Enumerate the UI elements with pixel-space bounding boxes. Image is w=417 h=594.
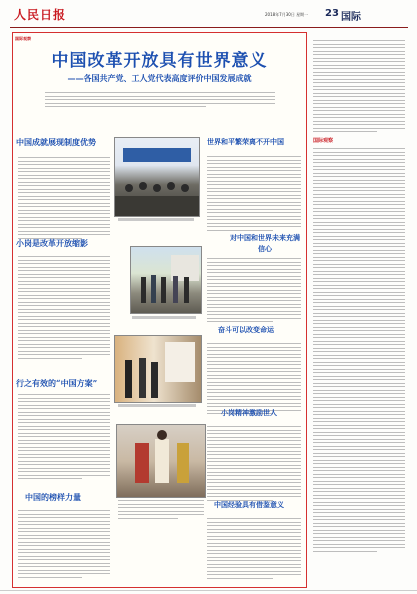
section-body-5: [207, 343, 301, 417]
section-body-4: [207, 258, 301, 325]
section-body-2: [207, 156, 301, 233]
section-title-3: 小岗是改革开放缩影: [16, 238, 88, 248]
section-title-2: 世界和平繁荣离不开中国: [207, 137, 284, 146]
section-title-1: 中国成就展现制度优势: [16, 137, 96, 147]
news-photo-conference: [114, 137, 200, 217]
section-title-7: 小岗精神激励世人: [221, 408, 277, 417]
subheadline: ——各国共产党、工人党代表高度评价中国发展成就: [67, 74, 252, 83]
news-photo-delegates: [116, 424, 206, 498]
photo-caption-3: [118, 404, 196, 407]
page-bottom-rule: [0, 590, 417, 591]
headline: 中国改革开放具有世界意义: [51, 51, 268, 71]
page-section-name: 国际: [341, 12, 361, 23]
intro-paragraph: [45, 92, 275, 112]
section-body-7: [207, 426, 301, 503]
news-photo-exhibition: [114, 335, 202, 403]
right-column-heading: 国际观察: [313, 138, 334, 144]
date-line: 2018年7月30日 星期一: [265, 12, 309, 17]
masthead-rule: [10, 27, 408, 28]
section-title-4: 对中国和世界未来充满信心: [230, 233, 300, 253]
section-body-9: [207, 518, 301, 581]
column-tag: 国际观察: [15, 36, 31, 41]
photo-caption-2: [132, 316, 196, 319]
section-body-8: [18, 510, 110, 580]
section-body-3: [18, 256, 110, 361]
section-title-8: 中国的榜样力量: [25, 492, 81, 502]
section-title-9: 中国经验具有借鉴意义: [214, 500, 284, 509]
page-number: 23: [325, 8, 339, 19]
right-column-top-text: [313, 40, 405, 135]
section-title-5: 奋斗可以改变命运: [218, 325, 274, 334]
photo-captions-block: [118, 500, 204, 521]
news-photo-village-visit: [130, 246, 202, 314]
section-body-6: [18, 394, 110, 482]
right-column-article-text: [313, 148, 405, 554]
photo-caption-1: [118, 218, 194, 221]
section-title-6: 行之有效的“中国方案”: [16, 378, 98, 388]
newspaper-logo: 人民日报: [14, 8, 67, 22]
section-body-1: [18, 157, 110, 241]
